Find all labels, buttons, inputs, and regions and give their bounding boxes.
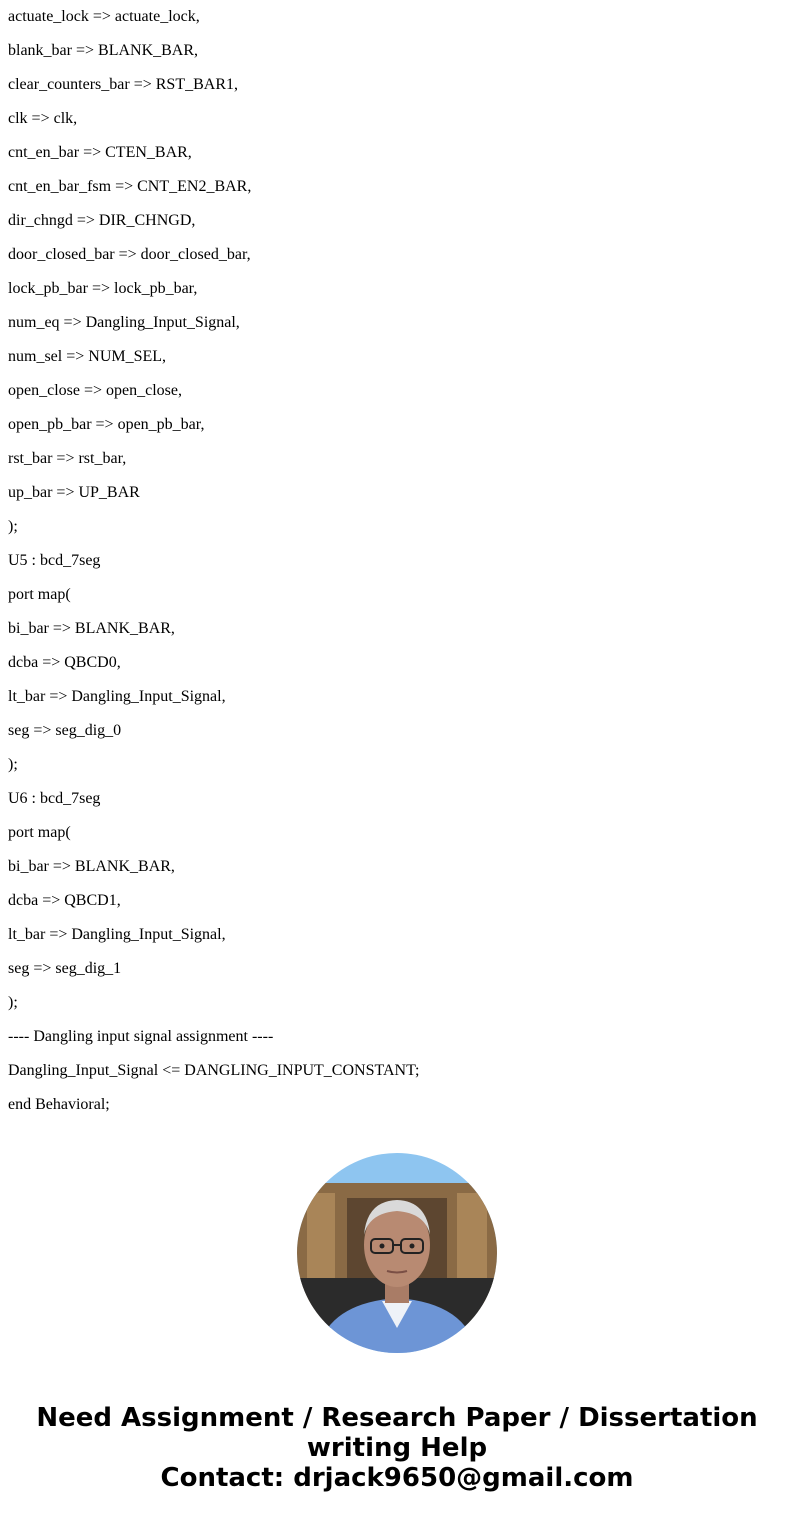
code-line: rst_bar => rst_bar, <box>8 450 127 467</box>
code-listing <box>8 0 788 1122</box>
code-line: bi_bar => BLANK_BAR, <box>8 858 175 875</box>
code-line: seg => seg_dig_0 <box>8 722 122 739</box>
code-line: num_eq => Dangling_Input_Signal, <box>8 314 240 331</box>
code-line: ---- Dangling input signal assignment ---- <box>8 1028 274 1045</box>
code-line: lt_bar => Dangling_Input_Signal, <box>8 688 226 705</box>
code-line: ); <box>8 756 18 773</box>
code-line: up_bar => UP_BAR <box>8 484 140 501</box>
promo-line-2: writing Help <box>306 1433 488 1463</box>
code-line: port map( <box>8 824 71 841</box>
code-line: lt_bar => Dangling_Input_Signal, <box>8 926 226 943</box>
promo-line-1: Need Assignment / Research Paper / Dissertation <box>36 1403 758 1433</box>
person-portrait-icon <box>297 1153 497 1353</box>
code-line: clk => clk, <box>8 110 78 127</box>
code-line: ); <box>8 994 18 1011</box>
code-line: dcba => QBCD1, <box>8 892 121 909</box>
code-line: blank_bar => BLANK_BAR, <box>8 42 199 59</box>
code-line: end Behavioral; <box>8 1096 110 1113</box>
promo-banner <box>0 1403 794 1493</box>
code-line: door_closed_bar => door_closed_bar, <box>8 246 251 263</box>
code-line: open_close => open_close, <box>8 382 182 399</box>
code-line: clear_counters_bar => RST_BAR1, <box>8 76 238 93</box>
promo-contact: Contact: drjack9650@gmail.com <box>160 1463 634 1493</box>
code-line: ); <box>8 518 18 535</box>
code-line: lock_pb_bar => lock_pb_bar, <box>8 280 198 297</box>
code-line: open_pb_bar => open_pb_bar, <box>8 416 205 433</box>
code-line: Dangling_Input_Signal <= DANGLING_INPUT_CONSTANT; <box>8 1062 420 1079</box>
code-line: seg => seg_dig_1 <box>8 960 122 977</box>
code-line: actuate_lock => actuate_lock, <box>8 8 200 25</box>
code-line: dir_chngd => DIR_CHNGD, <box>8 212 196 229</box>
code-line: U5 : bcd_7seg <box>8 552 101 569</box>
code-line: bi_bar => BLANK_BAR, <box>8 620 175 637</box>
author-avatar <box>297 1153 497 1353</box>
code-line: port map( <box>8 586 71 603</box>
code-line: dcba => QBCD0, <box>8 654 121 671</box>
code-line: num_sel => NUM_SEL, <box>8 348 167 365</box>
code-line: cnt_en_bar_fsm => CNT_EN2_BAR, <box>8 178 252 195</box>
code-line: U6 : bcd_7seg <box>8 790 101 807</box>
code-line: cnt_en_bar => CTEN_BAR, <box>8 144 192 161</box>
